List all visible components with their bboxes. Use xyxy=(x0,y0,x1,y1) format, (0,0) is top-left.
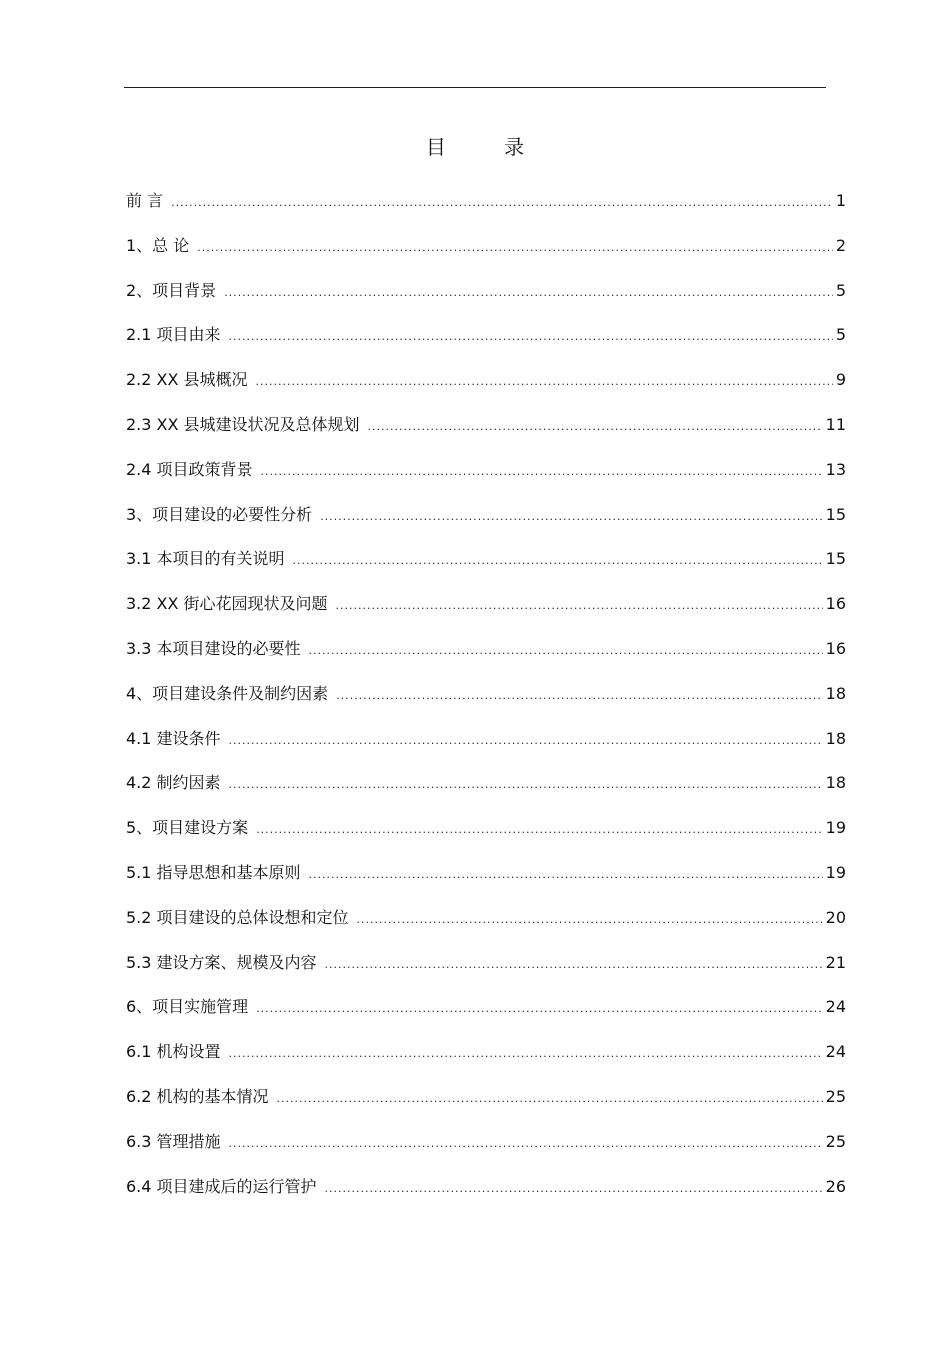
toc-item-page: 13 xyxy=(825,459,846,479)
toc-item[interactable] xyxy=(126,947,846,992)
toc-item[interactable] xyxy=(126,319,846,364)
toc-item-label: 6、项目实施管理 xyxy=(126,997,249,1017)
toc-dot-leader xyxy=(309,635,823,667)
toc-item[interactable] xyxy=(126,499,846,544)
toc-item-label: 6.1 机构设置 xyxy=(126,1042,221,1062)
toc-dot-leader xyxy=(325,1173,823,1205)
toc-dot-leader xyxy=(277,1083,823,1115)
toc-item-label: 3.2 XX 街心花园现状及问题 xyxy=(126,594,328,614)
toc-dot-leader xyxy=(229,321,833,353)
toc-dot-leader xyxy=(309,859,823,891)
toc-item[interactable] xyxy=(126,857,846,902)
toc-item-page: 24 xyxy=(825,997,846,1017)
toc-title: 目 录 xyxy=(425,135,551,159)
toc-item-label: 5.2 项目建设的总体设想和定位 xyxy=(126,907,349,927)
toc-dot-leader xyxy=(229,1128,823,1160)
toc-item-label: 2、项目背景 xyxy=(126,280,217,300)
toc-item[interactable] xyxy=(126,454,846,499)
toc-item-label: 4、项目建设条件及制约因素 xyxy=(126,683,329,703)
toc-item-page: 9 xyxy=(835,370,846,390)
toc-dot-leader xyxy=(320,501,822,533)
toc-item-page: 25 xyxy=(825,1086,846,1106)
toc-item-page: 16 xyxy=(825,638,846,658)
toc-item-page: 15 xyxy=(825,549,846,569)
toc-item-page: 18 xyxy=(825,773,846,793)
toc-item-page: 19 xyxy=(825,862,846,882)
toc-item-label: 4.2 制约因素 xyxy=(126,773,221,793)
toc-dot-leader xyxy=(336,590,823,622)
toc-dot-leader xyxy=(229,725,823,757)
toc-dot-leader xyxy=(357,904,823,936)
toc-item-label: 3、项目建设的必要性分析 xyxy=(126,504,313,524)
toc-item[interactable] xyxy=(126,991,846,1036)
toc-item[interactable] xyxy=(126,1126,846,1171)
toc-item[interactable] xyxy=(126,1171,846,1216)
toc-item-page: 19 xyxy=(825,818,846,838)
toc-item[interactable] xyxy=(126,275,846,320)
toc-item-page: 18 xyxy=(825,683,846,703)
toc-item-label: 5、项目建设方案 xyxy=(126,818,249,838)
toc-item-page: 25 xyxy=(825,1131,846,1151)
toc-dot-leader xyxy=(368,411,823,443)
toc-dot-leader xyxy=(229,1038,823,1070)
toc-item-page: 2 xyxy=(835,235,846,255)
toc-item-label: 1、总 论 xyxy=(126,235,190,255)
toc-dot-leader xyxy=(256,993,822,1025)
toc-item[interactable] xyxy=(126,364,846,409)
toc-item[interactable] xyxy=(126,588,846,633)
toc-item-page: 24 xyxy=(825,1042,846,1062)
toc-item[interactable] xyxy=(126,1036,846,1081)
toc-item[interactable] xyxy=(126,723,846,768)
toc-dot-leader xyxy=(256,814,822,846)
toc-item-label: 2.2 XX 县城概况 xyxy=(126,370,248,390)
toc-item-label: 前 言 xyxy=(126,191,164,210)
toc-item[interactable] xyxy=(126,1081,846,1126)
header-rule xyxy=(124,87,826,88)
toc-item[interactable] xyxy=(126,185,846,230)
toc-item[interactable] xyxy=(126,633,846,678)
toc-item-page: 18 xyxy=(825,728,846,748)
toc-dot-leader xyxy=(325,949,823,981)
toc-item[interactable] xyxy=(126,767,846,812)
toc-item-page: 21 xyxy=(825,952,846,972)
toc-dot-leader xyxy=(171,187,833,219)
toc-item-label: 2.4 项目政策背景 xyxy=(126,459,253,479)
toc-item-page: 26 xyxy=(825,1176,846,1196)
toc-item-page: 16 xyxy=(825,594,846,614)
toc-item[interactable] xyxy=(126,409,846,454)
toc-item[interactable] xyxy=(126,812,846,857)
toc-dot-leader xyxy=(197,232,833,264)
toc-item-page: 1 xyxy=(835,191,846,210)
toc-item-page: 20 xyxy=(825,907,846,927)
toc-item[interactable] xyxy=(126,230,846,275)
toc-item-page: 5 xyxy=(835,325,846,345)
toc-item-page: 15 xyxy=(825,504,846,524)
toc-dot-leader xyxy=(224,277,833,309)
toc-dot-leader xyxy=(336,680,822,712)
toc-list xyxy=(126,185,846,1215)
toc-item-label: 2.3 XX 县城建设状况及总体规划 xyxy=(126,414,360,434)
toc-item[interactable] xyxy=(126,678,846,723)
toc-item-label: 4.1 建设条件 xyxy=(126,728,221,748)
toc-item-label: 6.4 项目建成后的运行管护 xyxy=(126,1176,317,1196)
toc-item-page: 5 xyxy=(835,280,846,300)
toc-dot-leader xyxy=(293,545,823,577)
toc-item-label: 3.1 本项目的有关说明 xyxy=(126,549,285,569)
toc-dot-leader xyxy=(256,366,833,398)
toc-item-page: 11 xyxy=(825,414,846,434)
toc-item-label: 3.3 本项目建设的必要性 xyxy=(126,638,301,658)
toc-item[interactable] xyxy=(126,543,846,588)
toc-item-label: 5.1 指导思想和基本原则 xyxy=(126,862,301,882)
toc-item[interactable] xyxy=(126,902,846,947)
toc-item-label: 6.3 管理措施 xyxy=(126,1131,221,1151)
toc-item-label: 5.3 建设方案、规模及内容 xyxy=(126,952,317,972)
toc-dot-leader xyxy=(261,456,823,488)
toc-item-label: 6.2 机构的基本情况 xyxy=(126,1086,269,1106)
toc-dot-leader xyxy=(229,769,823,801)
toc-item-label: 2.1 项目由来 xyxy=(126,325,221,345)
